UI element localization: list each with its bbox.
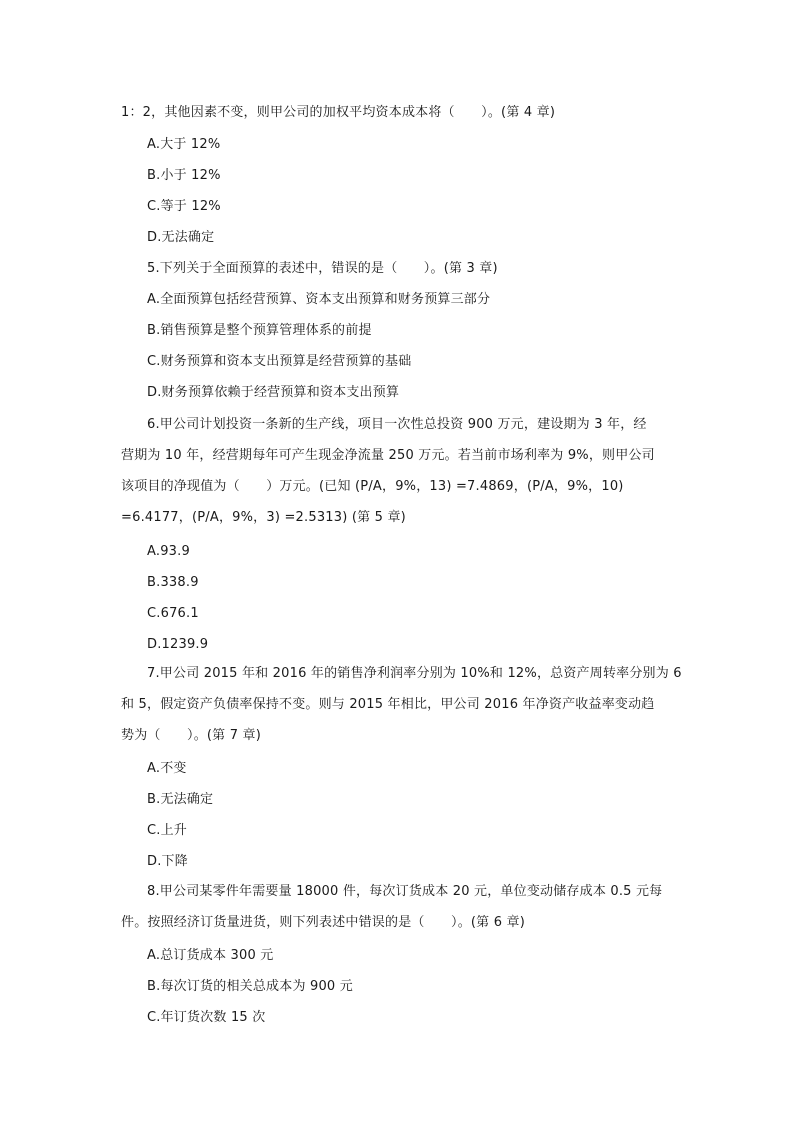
question-4-option-d: D.无法确定 <box>147 230 215 245</box>
question-7-stem-line-3: 势为（ ）。(第 7 章) <box>121 728 261 743</box>
question-7-stem-line-1: 7.甲公司 2015 年和 2016 年的销售净利润率分别为 10%和 12%，总资产周转率分别为 6 <box>147 666 682 681</box>
question-6-option-c: C.676.1 <box>147 606 199 621</box>
question-5-option-c: C.财务预算和资本支出预算是经营预算的基础 <box>147 354 412 369</box>
question-7-option-d: D.下降 <box>147 854 188 869</box>
question-6-stem-line-3: 该项目的净现值为（ ）万元。(已知 (P/A，9%，13) =7.4869，(P/A，9%，10) <box>121 479 624 494</box>
question-8-option-a: A.总订货成本 300 元 <box>147 948 274 963</box>
question-6-stem-line-4: =6.4177，(P/A，9%，3) =2.5313) (第 5 章) <box>121 510 406 525</box>
question-7-stem-line-2: 和 5，假定资产负债率保持不变。则与 2015 年相比，甲公司 2016 年净资产收益率变动趋 <box>121 697 655 712</box>
question-8-option-c: C.年订货次数 15 次 <box>147 1010 266 1025</box>
question-8-stem-line-1: 8.甲公司某零件年需要量 18000 件，每次订货成本 20 元，单位变动储存成本 0.5 元每 <box>147 884 663 899</box>
question-8-stem-line-2: 件。按照经济订货量进货，则下列表述中错误的是（ ）。(第 6 章) <box>121 915 525 930</box>
question-5-stem: 5.下列关于全面预算的表述中，错误的是（ ）。(第 3 章) <box>147 261 498 276</box>
question-8-option-b: B.每次订货的相关总成本为 900 元 <box>147 979 353 994</box>
question-5-option-b: B.销售预算是整个预算管理体系的前提 <box>147 323 372 338</box>
question-7-option-c: C.上升 <box>147 823 188 838</box>
question-6-option-b: B.338.9 <box>147 575 199 590</box>
question-4-option-c: C.等于 12% <box>147 199 221 214</box>
question-7-option-b: B.无法确定 <box>147 792 214 807</box>
question-5-option-d: D.财务预算依赖于经营预算和资本支出预算 <box>147 385 400 400</box>
question-7-option-a: A.不变 <box>147 761 187 776</box>
question-5-option-a: A.全面预算包括经营预算、资本支出预算和财务预算三部分 <box>147 292 491 307</box>
question-4-stem-tail: 1：2，其他因素不变，则甲公司的加权平均资本成本将（ ）。(第 4 章) <box>121 105 556 120</box>
question-4-option-b: B.小于 12% <box>147 168 221 183</box>
question-6-option-a: A.93.9 <box>147 544 190 559</box>
question-6-option-d: D.1239.9 <box>147 637 209 652</box>
question-6-stem-line-1: 6.甲公司计划投资一条新的生产线，项目一次性总投资 900 万元，建设期为 3 年，经 <box>147 417 647 432</box>
question-6-stem-line-2: 营期为 10 年，经营期每年可产生现金净流量 250 万元。若当前市场利率为 9%，则甲公司 <box>121 448 655 463</box>
question-4-option-a: A.大于 12% <box>147 137 221 152</box>
